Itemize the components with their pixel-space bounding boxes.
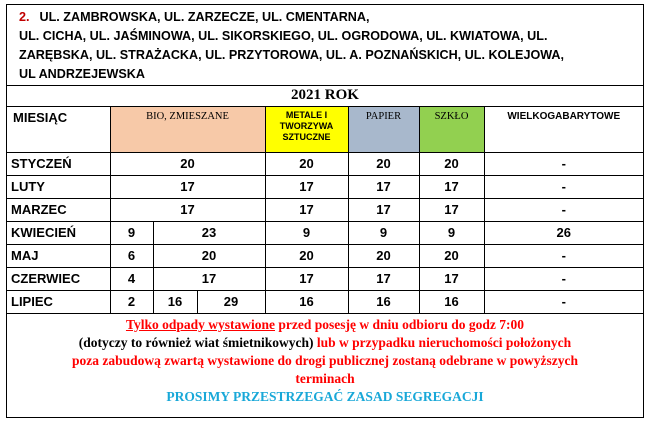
- bulky-date-cell: -: [484, 244, 643, 267]
- metal-date-cell: 17: [265, 198, 348, 221]
- notice-line-4: terminach: [295, 370, 355, 386]
- table-row: [7, 152, 643, 175]
- bio-date-cell: 23: [153, 221, 265, 244]
- paper-column-header: PAPIER: [348, 106, 419, 152]
- paper-date-cell: 16: [348, 290, 419, 313]
- bio-date-cell: 6: [110, 244, 153, 267]
- glass-date-cell: 16: [419, 290, 484, 313]
- month-cell: STYCZEŃ: [7, 152, 110, 175]
- glass-date-cell: 17: [419, 267, 484, 290]
- bulky-date-cell: -: [484, 198, 643, 221]
- schedule-rows: [7, 152, 643, 313]
- notice-line-1: przed posesję w dniu odbioru do godz 7:00: [275, 316, 525, 332]
- table-row: [7, 198, 643, 221]
- month-cell: LUTY: [7, 175, 110, 198]
- metal-date-cell: 16: [265, 290, 348, 313]
- table-row: [7, 290, 643, 313]
- bio-date-cell: 2: [110, 290, 153, 313]
- street-line-3: ZARĘBSKA, UL. STRAŻACKA, UL. PRZYTOROWA, UL. A. POZNAŃSKICH, UL. KOLEJOWA,: [19, 48, 565, 62]
- bio-date-cell: 17: [110, 198, 265, 221]
- metal-date-cell: 17: [265, 175, 348, 198]
- bio-date-cell: 17: [110, 175, 265, 198]
- notice-emphasis: Tylko odpady wystawione: [125, 316, 275, 332]
- bio-date-cell: 9: [110, 221, 153, 244]
- section-number: 2.: [19, 10, 30, 24]
- segregation-appeal: PROSIMY PRZESTRZEGAĆ ZASAD SEGREGACJI: [166, 388, 484, 404]
- notice-footer: [7, 314, 643, 406]
- table-row: [7, 221, 643, 244]
- notice-line-2: lub w przypadku nieruchomości położonych: [313, 334, 572, 350]
- schedule-sheet: [6, 4, 644, 418]
- bio-column-header: BIO, ZMIESZANE: [110, 106, 265, 152]
- bio-date-cell: 17: [153, 267, 265, 290]
- glass-date-cell: 17: [419, 198, 484, 221]
- glass-date-cell: 17: [419, 175, 484, 198]
- paper-date-cell: 17: [348, 267, 419, 290]
- month-column-header: MIESIĄC: [7, 106, 110, 152]
- street-line-1: UL. ZAMBROWSKA, UL. ZARZECZE, UL. CMENTARNA,: [39, 10, 370, 24]
- street-line-2: UL. CICHA, UL. JAŚMINOWA, UL. SIKORSKIEGO, UL. OGRODOWA, UL. KWIATOWA, UL.: [19, 29, 548, 43]
- month-cell: LIPIEC: [7, 290, 110, 313]
- bio-date-cell: 4: [110, 267, 153, 290]
- paper-date-cell: 9: [348, 221, 419, 244]
- month-cell: MAJ: [7, 244, 110, 267]
- table-row: [7, 244, 643, 267]
- metal-date-cell: 20: [265, 244, 348, 267]
- bulky-date-cell: -: [484, 152, 643, 175]
- metal-date-cell: 9: [265, 221, 348, 244]
- paper-date-cell: 17: [348, 198, 419, 221]
- metal-date-cell: 17: [265, 267, 348, 290]
- bulky-date-cell: -: [484, 175, 643, 198]
- notice-line-3: poza zabudową zwartą wystawione do drogi publicznej zostaną odebrane w powyższych: [71, 352, 578, 368]
- glass-date-cell: 20: [419, 152, 484, 175]
- bio-date-cell: 16: [153, 290, 197, 313]
- glass-date-cell: 9: [419, 221, 484, 244]
- month-cell: KWIECIEŃ: [7, 221, 110, 244]
- bulky-date-cell: -: [484, 290, 643, 313]
- bulky-date-cell: -: [484, 267, 643, 290]
- year-title: 2021 ROK: [7, 86, 643, 106]
- street-line-4: UL ANDRZEJEWSKA: [19, 67, 145, 81]
- notice-note: (dotyczy to również wiat śmietnikowych): [78, 334, 314, 350]
- bio-date-cell: 20: [153, 244, 265, 267]
- month-cell: CZERWIEC: [7, 267, 110, 290]
- glass-column-header: SZKŁO: [419, 106, 484, 152]
- paper-date-cell: 20: [348, 244, 419, 267]
- collection-schedule-table: [7, 86, 643, 314]
- table-row: [7, 267, 643, 290]
- bulky-column-header: WIELKOGABARYTOWE: [484, 106, 643, 152]
- glass-date-cell: 20: [419, 244, 484, 267]
- paper-date-cell: 17: [348, 175, 419, 198]
- bio-date-cell: 29: [197, 290, 265, 313]
- month-cell: MARZEC: [7, 198, 110, 221]
- paper-date-cell: 20: [348, 152, 419, 175]
- table-row: [7, 175, 643, 198]
- metal-date-cell: 20: [265, 152, 348, 175]
- bio-date-cell: 20: [110, 152, 265, 175]
- street-list-header: [7, 5, 643, 86]
- bulky-date-cell: 26: [484, 221, 643, 244]
- metal-plastic-column-header: METALE I TWORZYWA SZTUCZNE: [265, 106, 348, 152]
